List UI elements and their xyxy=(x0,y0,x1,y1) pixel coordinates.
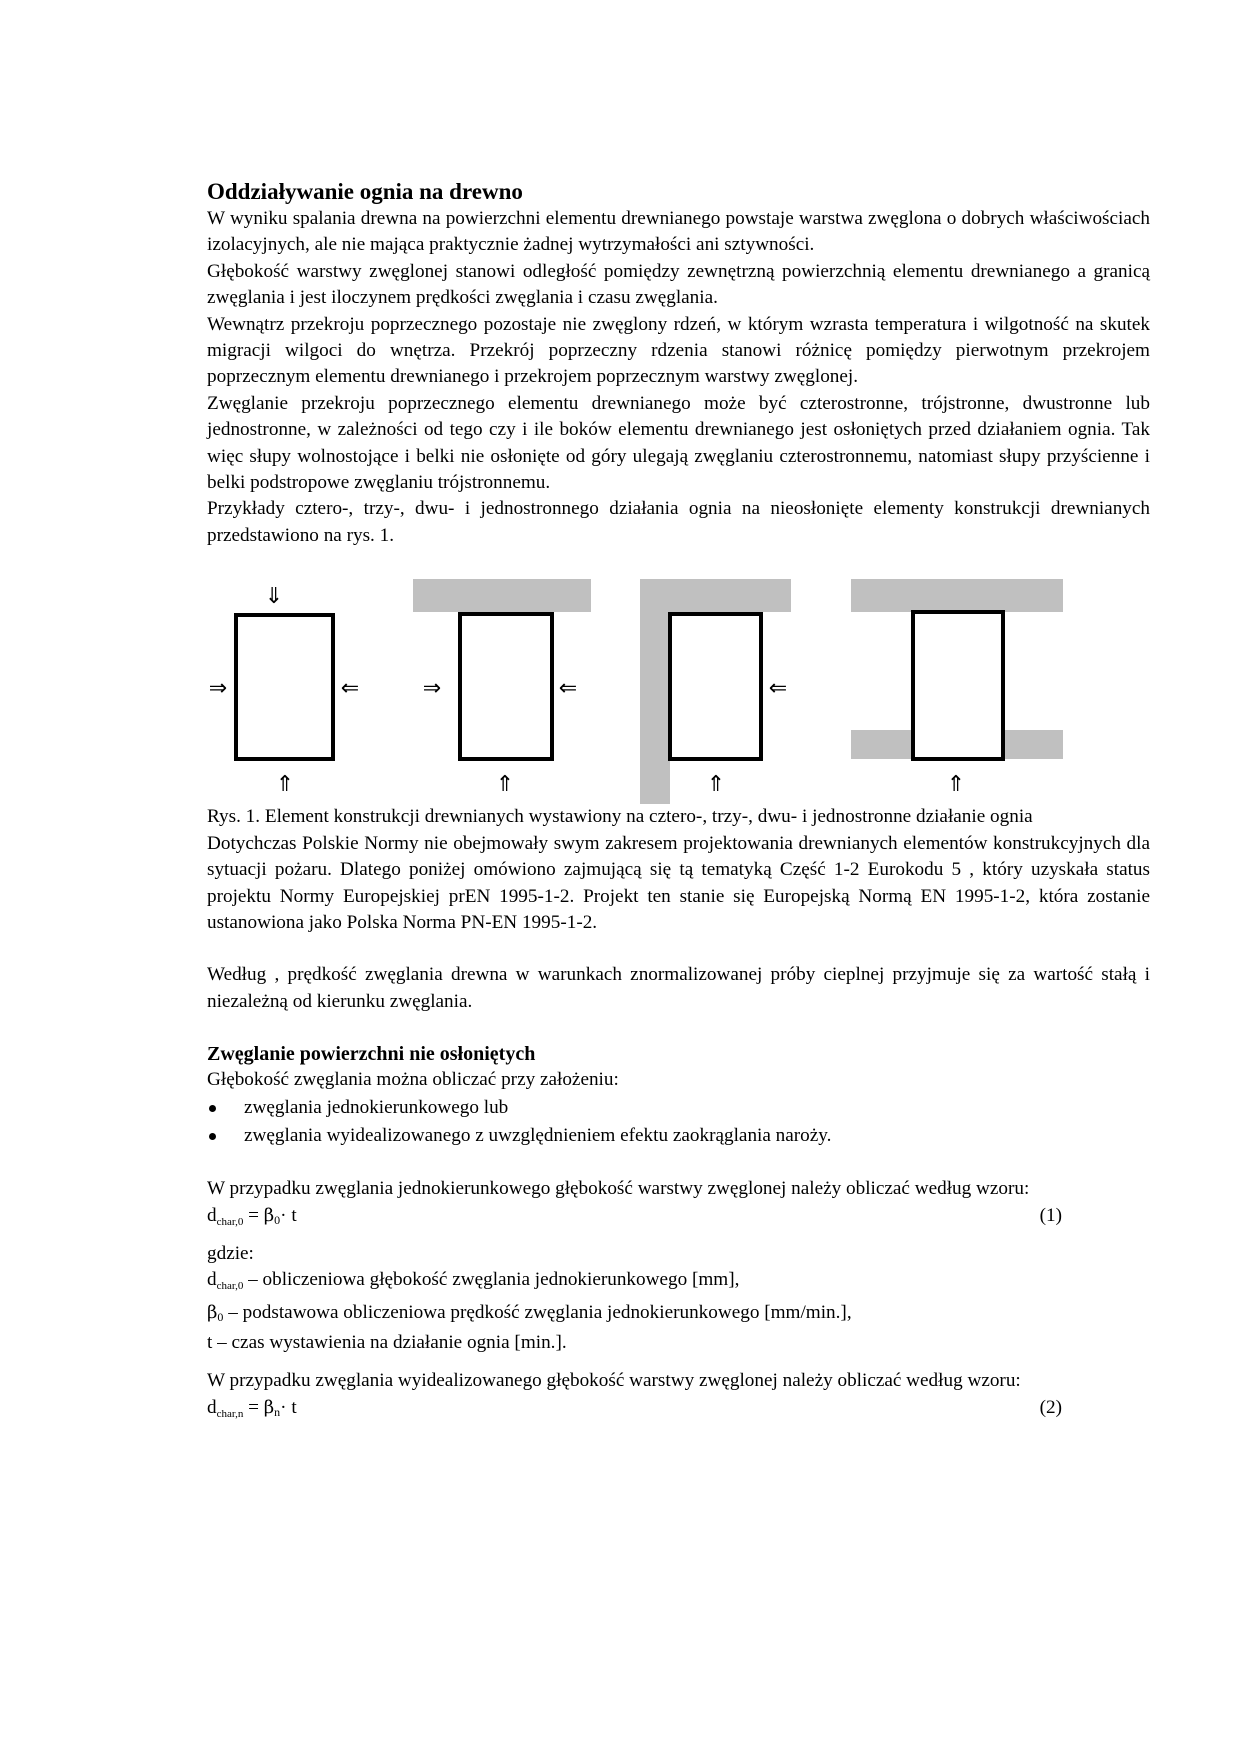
paragraph-4: Zwęglanie przekroju poprzecznego elementu drewnianego może być czterostronne, trójstronne, dwustronne lub jednostronne, w zależności od tego czy i ile boków elementu drewnianego jest osłoniętych przed działaniem ognia. Tak więc słupy wolnostojące i belki nie osłonięte od góry ulegają zwęglaniu czterostronnemu, natomiast słupy przyścienne i belki podstropowe zwęglaniu trójstronnemu. xyxy=(207,392,1150,494)
spacer xyxy=(207,936,1150,962)
spacer xyxy=(207,1230,1150,1241)
definition-2: β0 – podstawowa obliczeniowa prędkość zwęglania jednokierunkowego [mm/min.], xyxy=(207,1301,852,1324)
paragraph-5: Przykłady cztero-, trzy-, dwu- i jednostronnego działania ognia na nieosłonięte elementy konstrukcji drewnianych przedstawiono na rys. 1. xyxy=(207,498,1150,546)
list-item: zwęglania wyidealizowanego z uwzględnieniem efektu zaokrąglania naroży. xyxy=(207,1122,1150,1150)
element-1-arrow-left: ⇒ xyxy=(208,676,228,702)
list-item: zwęglania jednokierunkowego lub xyxy=(207,1094,1150,1122)
element-4-arrow-bottom: ⇑ xyxy=(946,772,966,798)
spacer xyxy=(207,1150,1150,1176)
paragraph-9: W przypadku zwęglania wyidealizowanego głębokość warstwy zwęglonej należy obliczać według wzoru: xyxy=(207,1369,1021,1391)
bullet-icon xyxy=(209,1133,216,1140)
element-1-arrow-top: ⇓ xyxy=(264,584,284,610)
paragraph-2: Głębokość warstwy zwęglonej stanowi odległość pomiędzy zewnętrzną powierzchnią elementu drewnianego a granicą zwęglania i jest iloczynem prędkości zwęglania i czasu zwęglania. xyxy=(207,260,1150,309)
formula-1: $d_{char,0} = \beta 0\cdot t$ (1) xyxy=(207,1202,1150,1230)
element-4-shield-right xyxy=(1003,730,1063,759)
element-1-arrow-bottom: ⇑ xyxy=(275,772,295,798)
spacer xyxy=(207,1357,1150,1368)
formula-2: $d_{char,n} = \beta n\cdot t$ (2) xyxy=(207,1394,1150,1422)
definition-1: $d_{char,0}$ – obliczeniowa głębokość zwęglania jednokierunkowego [mm], xyxy=(207,1269,740,1293)
element-2-arrow-right: ⇐ xyxy=(558,676,578,702)
paragraph-8: W przypadku zwęglania jednokierunkowego głębokość warstwy zwęglonej należy obliczać według wzoru: xyxy=(207,1177,1030,1199)
element-2-section xyxy=(460,614,552,759)
formula-2-number: (2) xyxy=(1039,1396,1062,1418)
element-3-shield-left xyxy=(640,579,670,804)
element-1-section xyxy=(236,615,333,759)
element-2-arrow-left: ⇒ xyxy=(422,676,442,702)
element-4-shield-top xyxy=(851,579,1063,612)
definition-3: t – czas wystawienia na działanie ognia [min.]. xyxy=(207,1332,567,1354)
assumption-list xyxy=(207,1094,1150,1150)
bullet-icon xyxy=(209,1105,216,1112)
figure-caption: Rys. 1. Element konstrukcji drewnianych wystawiony na cztero-, trzy-, dwu- i jednostronne działanie ognia xyxy=(207,806,1033,828)
where-label: gdzie: xyxy=(207,1242,254,1264)
element-3-arrow-bottom: ⇑ xyxy=(706,772,726,798)
formula-1-number: (1) xyxy=(1039,1204,1062,1226)
figure-diagram xyxy=(0,579,1240,804)
element-4-shield-left xyxy=(851,730,913,759)
element-2-arrow-bottom: ⇑ xyxy=(495,772,515,798)
page-title: Oddziaływanie ognia na drewno xyxy=(207,179,523,204)
element-4-section xyxy=(913,612,1003,759)
element-1-arrow-right: ⇐ xyxy=(340,676,360,702)
section-intro: Głębokość zwęglania można obliczać przy założeniu: xyxy=(207,1069,619,1091)
paragraph-7: Według , prędkość zwęglania drewna w warunkach znormalizowanej próby cieplnej przyjmuje się za wartość stałą i niezależną od kierunku zwęglania. xyxy=(207,964,1150,1012)
page-content xyxy=(207,178,1150,1422)
element-3-arrow-right: ⇐ xyxy=(768,676,788,702)
figure-fire-exposure xyxy=(207,579,1150,804)
section-heading: Zwęglanie powierzchni nie osłoniętych xyxy=(207,1043,536,1066)
paragraph-6: Dotychczas Polskie Normy nie obejmowały swym zakresem projektowania drewnianych elementów konstrukcyjnych dla sytuacji pożaru. Dlatego poniżej omówiono zajmującą się tą tematyką Część 1-2 Eurokodu 5 , który uzyskała status projektu Normy Europejskiej prEN 1995-1-2. Projekt ten stanie się Europejską Normą EN 1995-1-2, która zostanie ustanowiona jako Polska Norma PN-EN 1995-1-2. xyxy=(207,832,1150,933)
paragraph-1: W wyniku spalania drewna na powierzchni elementu drewnianego powstaje warstwa zwęglona o dobrych właściwościach izolacyjnych, ale nie mająca praktycznie żadnej wytrzymałości ani sztywności. xyxy=(207,208,1150,256)
spacer xyxy=(207,1015,1150,1041)
element-2-shield-top xyxy=(413,579,591,612)
element-3-section xyxy=(670,614,761,759)
paragraph-3: Wewnątrz przekroju poprzecznego pozostaje nie zwęglony rdzeń, w którym wzrasta temperatura i wilgotność na skutek migracji wilgoci do wnętrza. Przekrój poprzeczny rdzenia stanowi różnicę pomiędzy pierwotnym przekrojem poprzecznym elementu drewnianego i przekrojem poprzecznym warstwy zwęglonej. xyxy=(207,313,1150,388)
